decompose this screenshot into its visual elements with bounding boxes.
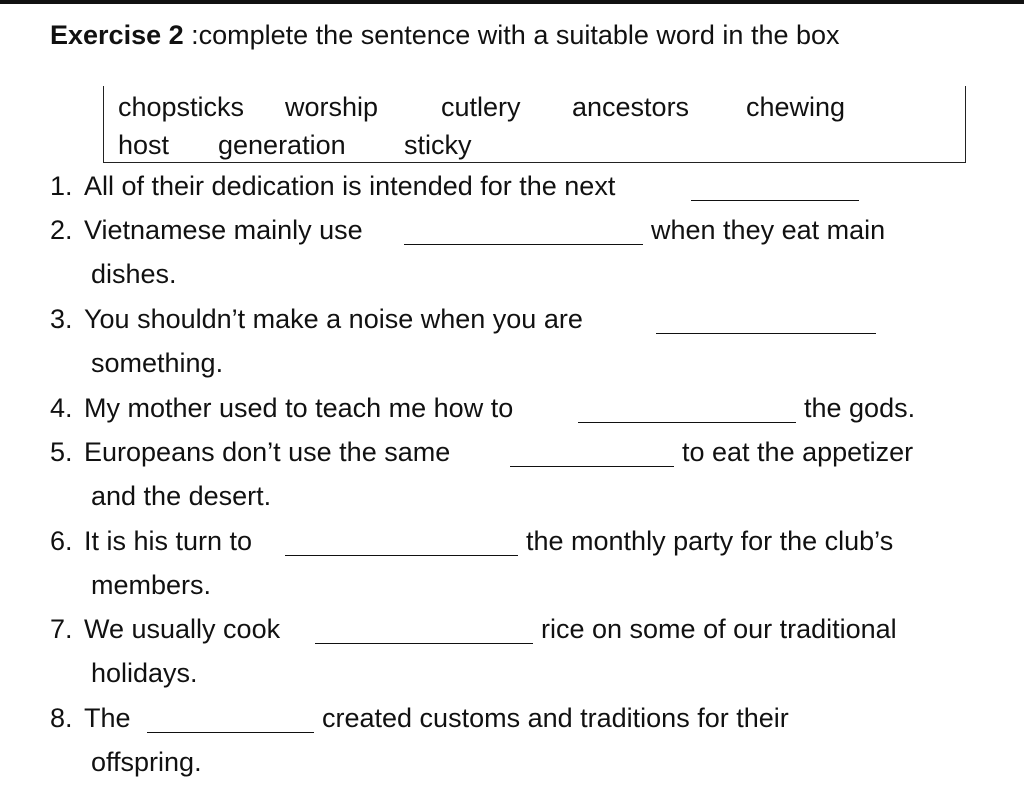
item-5-continuation: and the desert.: [91, 481, 272, 511]
item-7-blank[interactable]: [315, 643, 533, 644]
item-7-text: We usually cook: [84, 614, 281, 644]
item-8-text-after: created customs and traditions for their: [322, 703, 789, 733]
item-4-text-after: the gods.: [804, 393, 916, 423]
item-5-text-after: to eat the appetizer: [682, 437, 914, 467]
exercise-instruction: :complete the sentence with a suitable word in the box: [183, 20, 840, 50]
item-6-blank[interactable]: [285, 555, 518, 556]
item-2-number: 2.: [50, 215, 73, 245]
item-5-blank[interactable]: [510, 466, 674, 467]
item-8-continuation: offspring.: [91, 747, 202, 777]
word-chewing: chewing: [746, 92, 846, 122]
item-7-continuation: holidays.: [91, 658, 198, 688]
item-2-text: Vietnamese mainly use: [84, 215, 363, 245]
item-2-text-after: when they eat main: [651, 215, 886, 245]
word-sticky: sticky: [404, 130, 472, 160]
item-4-blank[interactable]: [578, 422, 796, 423]
word-generation: generation: [218, 130, 346, 160]
exercise-title: [50, 20, 840, 51]
item-8-text: The: [84, 703, 131, 733]
item-6-continuation: members.: [91, 570, 212, 600]
word-worship: worship: [285, 92, 379, 122]
exercise-label: Exercise 2: [50, 20, 184, 50]
item-6-text: It is his turn to: [84, 526, 253, 556]
item-4-number: 4.: [50, 393, 73, 423]
item-8-number: 8.: [50, 703, 73, 733]
item-2-blank[interactable]: [404, 244, 643, 245]
top-rule: [0, 0, 1024, 4]
item-3-continuation: something.: [91, 348, 224, 378]
item-5-text: Europeans don’t use the same: [84, 437, 451, 467]
item-4-text: My mother used to teach me how to: [84, 393, 514, 423]
word-host: host: [118, 130, 170, 160]
item-5-number: 5.: [50, 437, 73, 467]
item-7-text-after: rice on some of our traditional: [541, 614, 897, 644]
item-1-blank[interactable]: [691, 200, 859, 201]
item-1-number: 1.: [50, 171, 73, 201]
item-3-blank[interactable]: [656, 333, 876, 334]
word-chopsticks: chopsticks: [118, 92, 245, 122]
word-ancestors: ancestors: [572, 92, 690, 122]
item-1-text: All of their dedication is intended for the next: [84, 171, 616, 201]
item-7-number: 7.: [50, 614, 73, 644]
item-6-text-after: the monthly party for the club’s: [526, 526, 894, 556]
word-cutlery: cutlery: [441, 92, 521, 122]
item-3-number: 3.: [50, 304, 73, 334]
item-8-blank[interactable]: [147, 732, 314, 733]
item-6-number: 6.: [50, 526, 73, 556]
item-3-text: You shouldn’t make a noise when you are: [84, 304, 583, 334]
item-2-continuation: dishes.: [91, 259, 177, 289]
